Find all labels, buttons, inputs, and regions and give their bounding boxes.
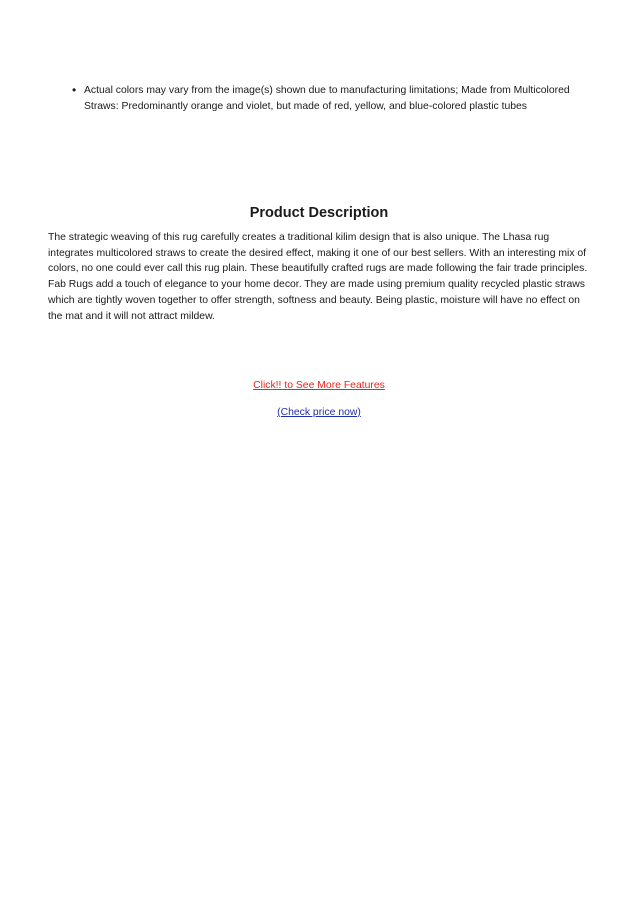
- feature-list: [72, 83, 592, 114]
- check-price-link[interactable]: (Check price now): [277, 407, 361, 418]
- section-title: Product Description: [249, 205, 389, 221]
- feature-text: Actual colors may vary from the image(s) shown due to manufacturing limitations; Made from Multicolored Straws: Predominantly orange and violet, but made of red, yellow, and blue-colored plastic tubes: [84, 85, 570, 112]
- product-description-text: The strategic weaving of this rug carefully creates a traditional kilim design that is also unique. The Lhasa rug integrates multicolored straws to create the desired effect, making it one of our best sellers. With an interesting mix of colors, no one could ever call this rug plain. These beautifully crafted rugs are made following the fair trade principles. Fab Rugs add a touch of elegance to your home decor. They are made using premium quality recycled plastic straws which are tightly woven together to offer strength, softness and beauty. Being plastic, moisture will have no effect on the mat and it will not attract mildew.: [48, 232, 588, 322]
- bullet-icon: •: [72, 83, 77, 97]
- feature-list-item: [72, 83, 592, 114]
- see-more-features-container: [0, 378, 638, 393]
- see-more-features-link[interactable]: Click!! to See More Features: [253, 380, 385, 391]
- check-price-container: [0, 405, 638, 420]
